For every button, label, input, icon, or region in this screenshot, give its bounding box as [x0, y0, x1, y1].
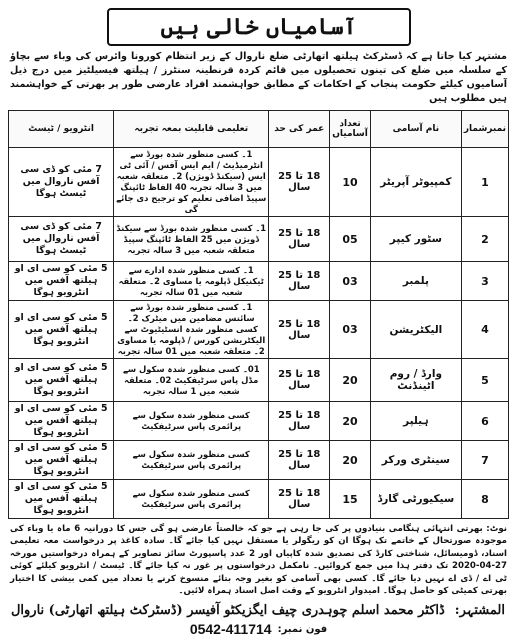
- advertiser-signature: [8, 603, 509, 618]
- row-post-name: سینٹری ورکر: [370, 441, 461, 480]
- row-age: 18 تا 25 سال: [269, 359, 330, 402]
- table-row: [9, 262, 509, 301]
- row-post-name: ہیلپر: [370, 402, 461, 441]
- row-qualification: 1۔ کسی منظور شدہ بورڈ سے انٹرمیڈیٹ / ایم ایس آفس / آئی ٹی ایس (سیکنڈ ڈویژن) 2۔ متعلقہ شعبہ میں 3 سالہ تجربہ 40 الفاظ ٹائپنگ سپیڈ اضافی تعلیم کو ترجیح دی جائے گی: [114, 148, 269, 217]
- row-num: 6: [461, 402, 508, 441]
- vacancy-table: [8, 110, 509, 519]
- row-num: 8: [461, 480, 508, 519]
- row-qualification: کسی منظور شدہ سکول سے پرائمری پاس سرٹیفکیٹ: [114, 402, 269, 441]
- row-post-name: پلمبر: [370, 262, 461, 301]
- row-qualification: 1۔ کسی منظور شدہ بورڈ سے سیکنڈ ڈویژن میں 25 الفاظ ٹائپنگ سپیڈ متعلقہ شعبہ میں 3 سالہ تجربہ: [114, 217, 269, 262]
- table-row: [9, 480, 509, 519]
- row-qty: 03: [330, 301, 371, 359]
- row-qty: 15: [330, 480, 371, 519]
- row-num: 5: [461, 359, 508, 402]
- row-qty: 20: [330, 441, 371, 480]
- phone-number: 0542-411714: [189, 621, 272, 638]
- row-qty: 20: [330, 359, 371, 402]
- table-row: [9, 301, 509, 359]
- row-num: 2: [461, 217, 508, 262]
- row-post-name: سیکیورٹی گارڈ: [370, 480, 461, 519]
- row-post-name: وارڈ / روم اٹینڈنٹ: [370, 359, 461, 402]
- table-row: [9, 441, 509, 480]
- table-row: [9, 217, 509, 262]
- row-qty: 03: [330, 262, 371, 301]
- header-test: انٹرویو / ٹیسٹ: [9, 111, 114, 148]
- advertiser-label: المشتہر:: [454, 603, 505, 619]
- row-test: 5 مئی کو سی ای او ہیلتھ آفس میں انٹرویو ہوگا: [9, 441, 114, 480]
- row-num: 4: [461, 301, 508, 359]
- table-row: [9, 402, 509, 441]
- row-age: 18 تا 25 سال: [269, 441, 330, 480]
- header-num: نمبرشمار: [461, 111, 508, 148]
- row-qty: 05: [330, 217, 371, 262]
- row-age: 18 تا 25 سال: [269, 217, 330, 262]
- row-age: 18 تا 25 سال: [269, 148, 330, 217]
- header-age: عمر کی حد: [269, 111, 330, 148]
- table-row: [9, 359, 509, 402]
- intro-paragraph: مشتہر کیا جاتا ہے کہ ڈسٹرکٹ ہیلتھ اتھارٹی ضلع ناروال کے زیر انتظام کورونا وائرس کی وباء سے بچاؤ کے سلسلہ میں ضلع کی تینوں تحصیلوں میں قائم کردہ قرنطینہ سنٹرز / ہیلتھ فیسیلٹیز میں درج ذیل آسامیوں کیلئے حکومت پنجاب کے احکامات کے مطابق خواہشمند افراد عارضی طور پر بھرتی کے خواہشمند ہیں مطلوب ہیں: [10, 51, 507, 104]
- table-header-row: [9, 111, 509, 148]
- page-title: آسامیاں خالی ہیں: [107, 8, 411, 46]
- row-test: 5 مئی کو سی ای او ہیلتھ آفس میں انٹرویو ہوگا: [9, 480, 114, 519]
- row-qty: 20: [330, 402, 371, 441]
- row-age: 18 تا 25 سال: [269, 402, 330, 441]
- row-test: 7 مئی کو ڈی سی آفس ناروال میں ٹیسٹ ہوگا: [9, 148, 114, 217]
- table-row: [9, 148, 509, 217]
- row-qty: 10: [330, 148, 371, 217]
- row-age: 18 تا 25 سال: [269, 301, 330, 359]
- row-qualification: 1۔ کسی منظور شدہ ادارے سے ٹیکنیکل ڈپلومہ یا مساوی 2۔ متعلقہ شعبہ میں 01 سالہ تجربہ: [114, 262, 269, 301]
- row-post-name: الیکٹریشن: [370, 301, 461, 359]
- row-num: 3: [461, 262, 508, 301]
- row-num: 1: [461, 148, 508, 217]
- advertiser-name: ڈاکٹر محمد اسلم چوہدری چیف ایگزیکٹو آفیسر (ڈسٹرکٹ ہیلتھ اتھارٹی) ناروال: [10, 603, 445, 619]
- header-name: نام آسامی: [370, 111, 461, 148]
- row-age: 18 تا 25 سال: [269, 480, 330, 519]
- header-qty: تعداد آسامیاں: [330, 111, 371, 148]
- row-post-name: سٹور کیپر: [370, 217, 461, 262]
- row-test: 5 مئی کو سی ای او ہیلتھ آفس میں انٹرویو ہوگا: [9, 359, 114, 402]
- header-qual: تعلیمی قابلیت بمعہ تجربہ: [114, 111, 269, 148]
- phone-label: فون نمبر:: [277, 623, 328, 635]
- row-age: 18 تا 25 سال: [269, 262, 330, 301]
- row-qualification: کسی منظور شدہ سکول سے پرائمری پاس سرٹیفکیٹ: [114, 480, 269, 519]
- contact-row: [8, 621, 509, 637]
- terms-note: نوٹ: بھرتی انتہائی ہنگامی بنیادوں پر کی جا رہی ہے جو کہ خالصتاً عارضی ہو گی جس کا دورانیہ 6 ماہ یا وباء کی موجودہ صورتحال کے خاتمے تک ہوگا ان کو ریگولر یا مستقل نہیں کیا جائے گا۔ سادہ کاغذ پر درخواست معہ تعلیمی اسناد، ڈومیسائل، شناختی کارڈ کی تصدیق شدہ کاپیاں اور 2 عدد پاسپورٹ سائز تصاویر کے ہمراہ درخواستیں مورخہ 27-04-2020 تک دفتر ہذا میں جمع کروائیں۔ نامکمل درخواستوں پر غور نہ کیا جائے گا۔ ٹیسٹ / انٹرویو کیلئے کوئی ٹی اے / ڈی اے نہیں دیا جائے گا۔ کسی بھی آسامی کو بغیر وجہ بتائے منسوخ کرنے یا تعداد میں کمی بیشی کا اختیار بھرتی کمیٹی کو حاصل ہوگا۔ امیدوار انٹرویو کے وقت اصل اسناد ہمراہ لائیں۔: [10, 524, 507, 597]
- row-qualification: 01۔ کسی منظور شدہ سکول سے مڈل پاس سرٹیفکیٹ 02۔ متعلقہ شعبہ میں 1 سالہ تجربہ: [114, 359, 269, 402]
- row-test: 5 مئی کو سی ای او ہیلتھ آفس میں انٹرویو ہوگا: [9, 301, 114, 359]
- row-post-name: کمپیوٹر آپریٹر: [370, 148, 461, 217]
- row-test: 5 مئی کو سی ای او ہیلتھ آفس میں انٹرویو ہوگا: [9, 402, 114, 441]
- row-qualification: 1۔ کسی منظور شدہ بورڈ سے سائنس مضامین میں میٹرک 2۔ کسی منظور شدہ انسٹیٹیوٹ سے الیکٹریشن کورس / ڈپلومہ یا مساوی 2۔ متعلقہ شعبہ میں 01 سالہ تجربہ: [114, 301, 269, 359]
- row-test: 5 مئی کو سی ای او ہیلتھ آفس میں انٹرویو ہوگا: [9, 262, 114, 301]
- row-test: 7 مئی کو ڈی سی آفس ناروال میں ٹیسٹ ہوگا: [9, 217, 114, 262]
- row-qualification: کسی منظور شدہ سکول سے پرائمری پاس سرٹیفکیٹ: [114, 441, 269, 480]
- row-num: 7: [461, 441, 508, 480]
